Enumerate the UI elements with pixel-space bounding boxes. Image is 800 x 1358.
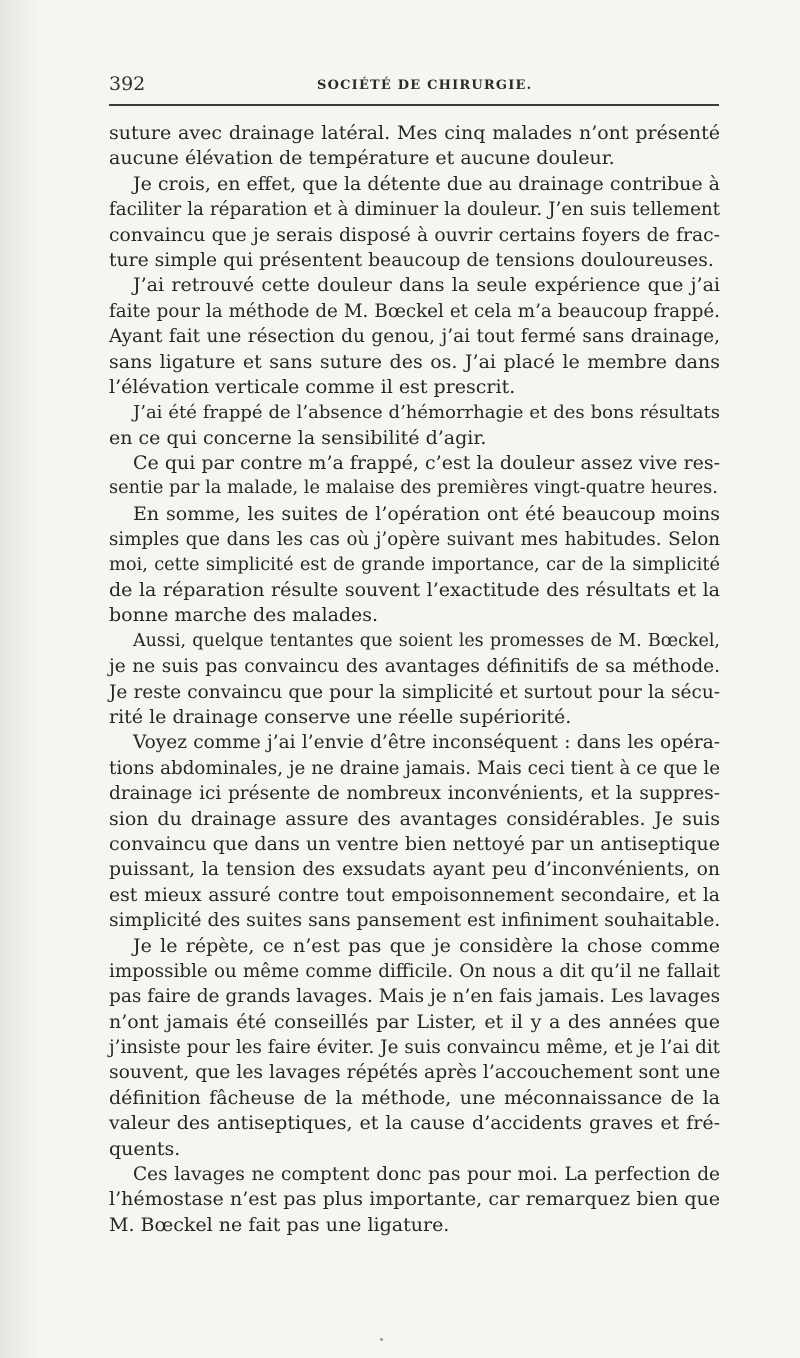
text-line: faciliter la réparation et à diminuer la douleur. J’en suis tellement: [109, 199, 720, 221]
text-line: sentie par la malade, le malaise des premières vingt-quatre heures.: [109, 478, 718, 499]
text-line: Aussi, quelque tentantes que soient les promesses de M. Bœckel,: [133, 630, 720, 651]
text-line: l’élévation verticale comme il est prescrit.: [109, 375, 516, 398]
text-line: M. Bœckel ne fait pas une ligature.: [109, 1213, 450, 1236]
text-line: Je le répète, ce n’est pas que je considère la chose comme: [133, 934, 720, 957]
text-line: suture avec drainage latéral. Mes cinq malades n’ont présenté: [109, 122, 720, 144]
text-line: tions abdominales, je ne draine jamais. Mais ceci tient à ce que le: [109, 757, 720, 779]
text-line: bonne marche des malades.: [109, 604, 379, 627]
text-line: En somme, les suites de l’opération ont été beaucoup moins: [133, 502, 720, 525]
text-line: Voyez comme j’ai l’envie d’être inconséquent : dans les opéra-: [133, 732, 720, 754]
text-line: simplicité des suites sans pansement est infiniment souhaitable.: [109, 910, 721, 932]
text-line: souvent, que les lavages répétés après l’accouchement sont une: [109, 1062, 721, 1084]
text-line: rité le drainage conserve une réelle supériorité.: [109, 705, 572, 728]
running-head: SOCIÉTÉ DE CHIRURGIE.: [317, 78, 533, 93]
text-line: quents.: [109, 1137, 181, 1160]
text-line: je ne suis pas convaincu des avantages définitifs de sa méthode.: [109, 656, 720, 678]
text-line: impossible ou même comme difficile. On nous a dit qu’il ne fallait: [109, 960, 720, 982]
text-line: Ce qui par contre m’a frappé, c’est la douleur assez vive res-: [133, 452, 720, 475]
text-line: j’insiste pour les faire éviter. Je suis convaincu même, et je l’ai dit: [109, 1037, 720, 1059]
text-line: valeur des antiseptiques, et la cause d’accidents graves et fré-: [109, 1112, 720, 1135]
text-line: simples que dans les cas où j’opère suivant mes habitudes. Selon: [109, 529, 720, 551]
text-line: convaincu que je serais disposé à ouvrir certains foyers de frac-: [109, 224, 720, 246]
body-text: [109, 121, 720, 1238]
page-edge-shadow: [0, 0, 40, 1358]
text-line: n’ont jamais été conseillés par Lister, et il y a des années que: [109, 1010, 720, 1033]
text-line: puissant, la tension des exsudats ayant peu d’inconvénients, on: [109, 859, 720, 881]
text-line: drainage ici présente de nombreux inconvénients, et la suppres-: [109, 783, 720, 805]
text-line: convaincu que dans un ventre bien nettoyé par un antiseptique: [109, 832, 720, 855]
text-line: sans ligature et sans suture des os. J’ai placé le membre dans: [109, 350, 720, 373]
text-line: est mieux assuré contre tout empoisonnement secondaire, et la: [109, 884, 720, 906]
text-line: pas faire de grands lavages. Mais je n’en fais jamais. Les lavages: [109, 986, 721, 1008]
text-line: moi, cette simplicité est de grande importance, car de la simplicité: [109, 554, 720, 575]
text-line: définition fâcheuse de la méthode, une méconnaissance de la: [109, 1086, 720, 1109]
text-line: Ces lavages ne comptent donc pas pour moi. La perfection de: [133, 1164, 720, 1186]
header-rule: [109, 104, 719, 106]
text-line: J’ai retrouvé cette douleur dans la seule expérience que j’ai: [133, 274, 720, 297]
text-line: faite pour la méthode de M. Bœckel et cela m’a beaucoup frappé.: [109, 300, 720, 322]
ink-speck: [380, 1338, 383, 1341]
text-line: l’hémostase n’est pas plus importante, car remarquez bien que: [109, 1188, 720, 1211]
page-number: 392: [109, 73, 146, 95]
text-line: Je crois, en effet, que la détente due au drainage contribue à: [133, 172, 720, 195]
text-line: ture simple qui présentent beaucoup de tensions douloureuses.: [109, 249, 714, 271]
text-line: en ce qui concerne la sensibilité d’agir.: [109, 426, 487, 449]
text-line: Ayant fait une résection du genou, j’ai tout fermé sans drainage,: [109, 326, 720, 348]
text-line: Je reste convaincu que pour la simplicité et surtout pour la sécu-: [109, 681, 720, 703]
text-line: sion du drainage assure des avantages considérables. Je suis: [109, 807, 720, 830]
text-line: J’ai été frappé de l’absence d’hémorrhagie et des bons résultats: [133, 402, 720, 424]
page-header: [109, 73, 719, 99]
text-line: de la réparation résulte souvent l’exactitude des résultats et la: [109, 579, 720, 602]
text-line: aucune élévation de température et aucune douleur.: [109, 147, 615, 170]
